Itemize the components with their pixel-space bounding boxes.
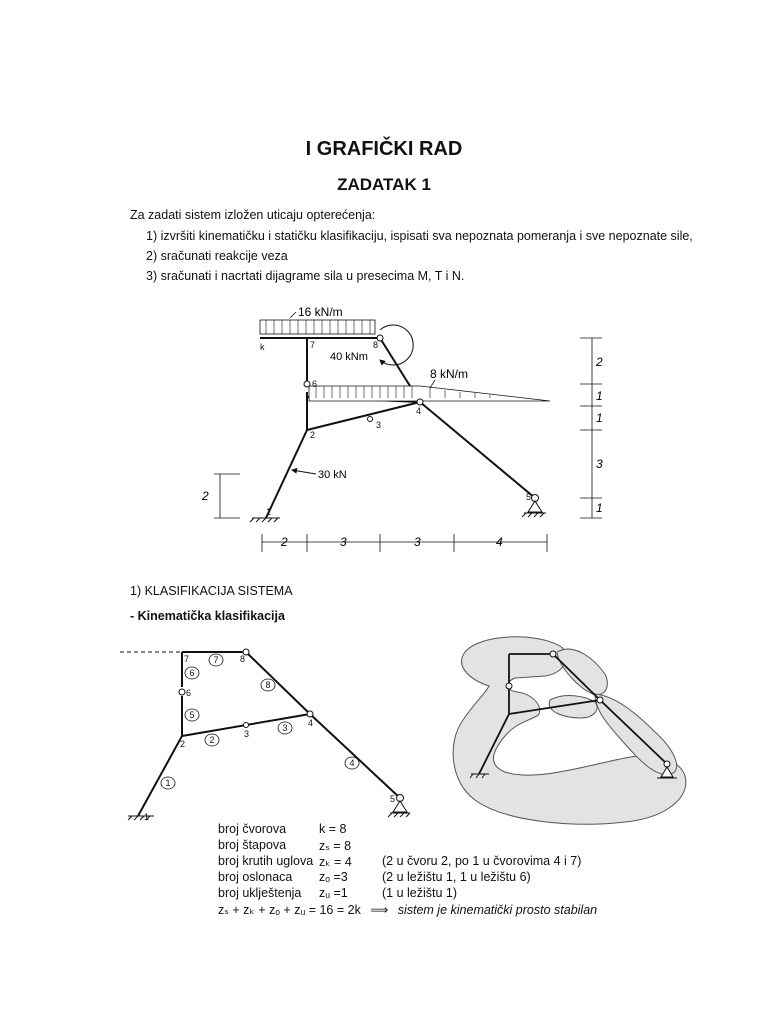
- dim-h-1: 2: [281, 535, 288, 549]
- bar-8-label: 8: [265, 680, 271, 690]
- node-3-label: 3: [376, 420, 382, 430]
- conclusion-text: sistem je kinematički prosto stabilan: [397, 903, 598, 917]
- section-heading: 1) KLASIFIKACIJA SISTEMA: [130, 584, 293, 598]
- load-leader-line: [290, 312, 296, 318]
- row-note: (1 u ležištu 1): [382, 886, 458, 900]
- rigid-disc-shapes: [453, 637, 686, 824]
- node-1-label: 1: [266, 507, 272, 517]
- row-value: k = 8: [319, 822, 347, 836]
- node-3-label: 3: [244, 729, 250, 739]
- task-title: ZADATAK 1: [337, 175, 431, 194]
- node-7-label: 7: [184, 654, 190, 664]
- page-title: I GRAFIČKI RAD: [305, 138, 463, 160]
- node-5-label: 5: [390, 794, 396, 804]
- bar-6-label: 6: [189, 668, 195, 678]
- force-arrow: [292, 470, 316, 474]
- bar-5-label: 5: [189, 710, 195, 720]
- node-6-label: 6: [186, 688, 192, 698]
- moment-label: 40 kNm: [330, 351, 368, 363]
- node-2-label: 2: [310, 430, 316, 440]
- node-1-label: 1: [144, 812, 150, 822]
- numbered-frame-diagram: [120, 630, 420, 830]
- load-top-label: 16 kN/m: [298, 305, 343, 319]
- conclusion-line: [218, 902, 597, 917]
- node-6-label: 6: [312, 379, 318, 389]
- dim-h-4: 4: [496, 535, 503, 549]
- node-5-label: 5: [526, 492, 532, 502]
- node-4-label: 4: [308, 718, 314, 728]
- rigid-discs-diagram: [445, 632, 695, 830]
- bar-3-label: 3: [282, 723, 288, 733]
- dim-v-3: 1: [596, 411, 603, 425]
- load-mid-label: 8 kN/m: [430, 367, 469, 381]
- node-8-label: 8: [373, 340, 379, 350]
- node-2-label: 2: [180, 739, 186, 749]
- dim-h-2: 3: [340, 535, 347, 549]
- dim-v-2: 1: [596, 389, 603, 403]
- sub-heading: [130, 609, 285, 623]
- load-mid-leader: [430, 380, 435, 388]
- pinned-support-5: [522, 501, 546, 517]
- dim-v-5: 1: [596, 501, 603, 515]
- bar-7-label: 7: [213, 655, 219, 665]
- classification-table: [218, 822, 638, 902]
- node-8-label: 8: [240, 654, 246, 664]
- node-7-label: 7: [310, 340, 316, 350]
- equation: zₛ + zₖ + zₒ + zᵤ = 16 = 2k: [218, 903, 361, 917]
- row-label: broj čvorova: [218, 822, 287, 836]
- horizontal-dimension-line: [262, 534, 547, 552]
- vertical-dimension-left: [214, 474, 240, 518]
- row-value: zₒ =3: [319, 870, 348, 884]
- fixed-support-1: [250, 518, 280, 522]
- sub-heading-prefix: -: [130, 609, 138, 623]
- task-item-2: 2) sračunati reakcije veza: [146, 249, 288, 263]
- row-note: (2 u čvoru 2, po 1 u čvorovima 4 i 7): [382, 854, 582, 868]
- row-value: zₖ = 4: [319, 855, 352, 869]
- task-item-1: 1) izvršiti kinematičku i statičku klasifikaciju, ispisati sva nepoznata pomeranja i sve nepoznate sile,: [146, 229, 693, 243]
- implies-arrow: ⟹: [370, 903, 389, 917]
- task-intro: Za zadati sistem izložen uticaju opterećenja:: [130, 208, 376, 222]
- distributed-load-top: [260, 320, 375, 334]
- force-label: 30 kN: [318, 469, 347, 481]
- dim-v-1: 2: [596, 355, 603, 369]
- frame-members: [138, 652, 400, 816]
- dim-left: 2: [202, 489, 209, 503]
- bar-1-label: 1: [165, 778, 171, 788]
- fixed-support-1: [128, 816, 154, 820]
- loaded-frame-diagram: [202, 302, 620, 558]
- dim-h-3: 3: [414, 535, 421, 549]
- row-label: broj krutih uglova: [218, 854, 314, 868]
- row-label: broj štapova: [218, 838, 287, 852]
- row-note: (2 u ležištu 1, 1 u ležištu 6): [382, 870, 531, 884]
- node-k-label: k: [260, 342, 265, 352]
- bar-2-label: 2: [209, 735, 215, 745]
- bar-4-label: 4: [349, 758, 355, 768]
- sub-heading-text: Kinematička klasifikacija: [137, 609, 285, 623]
- distributed-load-mid: [309, 386, 550, 401]
- row-label: broj oslonaca: [218, 870, 293, 884]
- dim-v-4: 3: [596, 457, 603, 471]
- row-label: broj uklještenja: [218, 886, 302, 900]
- node-4-label: 4: [416, 406, 422, 416]
- task-item-3: 3) sračunati i nacrtati dijagrame sila u presecima M, T i N.: [146, 269, 465, 283]
- row-value: zᵤ =1: [319, 886, 348, 900]
- row-value: zₛ = 8: [319, 839, 352, 853]
